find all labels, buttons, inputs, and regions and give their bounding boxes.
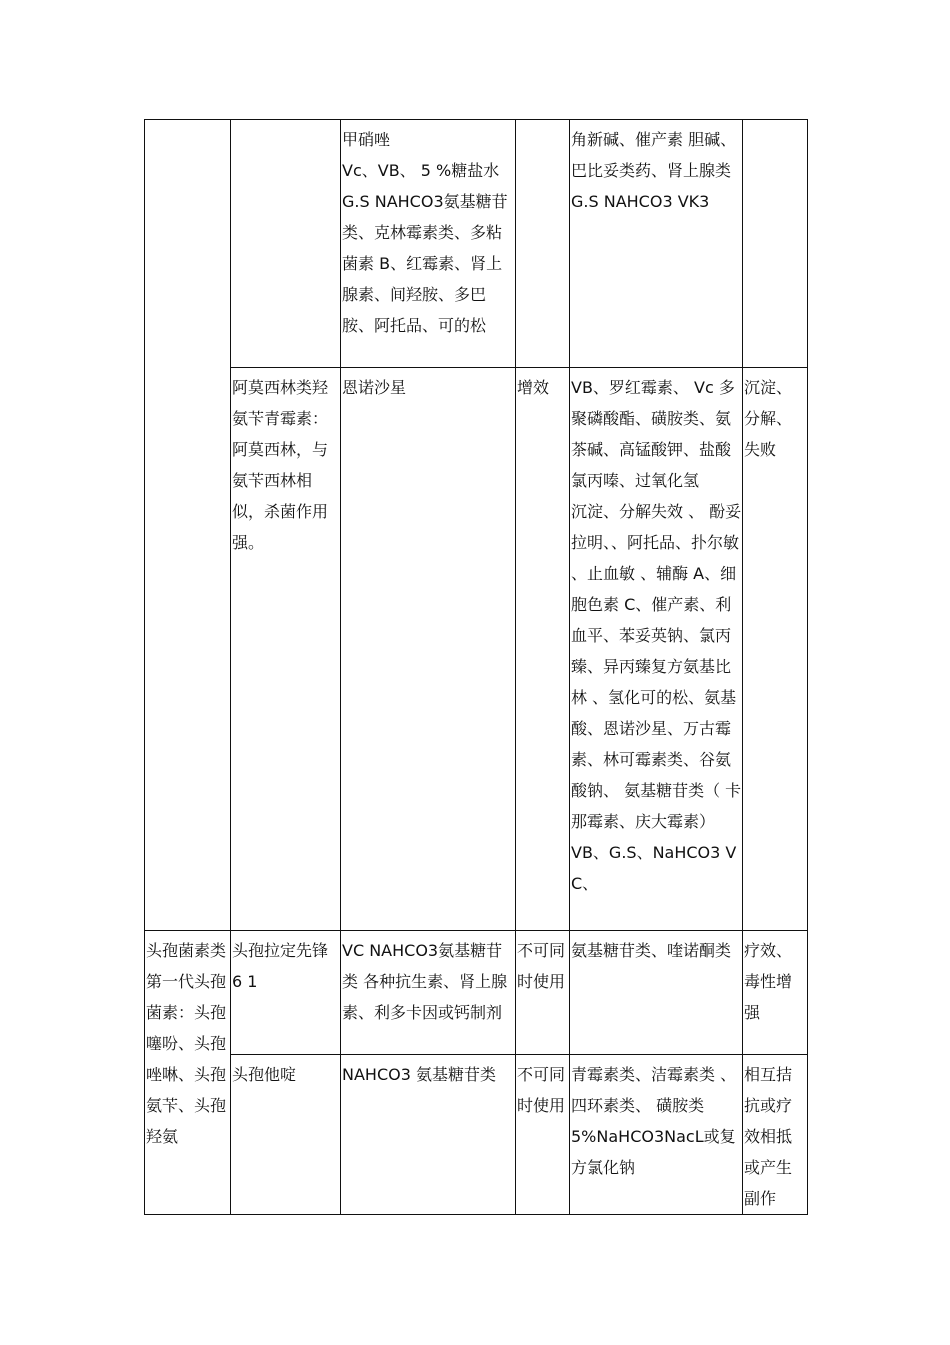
cell-paragraph: 甲硝唑 — [342, 130, 391, 149]
table-cell — [570, 120, 743, 368]
table-cell: 头孢拉定先锋 6 1 — [231, 931, 341, 1055]
table-cell — [231, 120, 341, 368]
cell-paragraph: 氨基糖苷类、喹诺酮类 — [571, 941, 732, 960]
cell-paragraph: 青霉素类、洁霉素类 、四环素类、 磺胺类 — [571, 1065, 737, 1115]
table-row — [145, 120, 808, 368]
cell-paragraph: VB、罗红霉素、 Vc 多聚磷酸酯、磺胺类、氨茶碱、高锰酸钾、盐酸氯丙嗪、过氧化氢 — [571, 378, 735, 490]
table-cell-empty — [145, 120, 231, 931]
table-cell — [570, 931, 743, 1055]
table-cell: 沉淀、分解、失败 — [743, 368, 808, 931]
table-cell — [516, 120, 570, 368]
drug-compatibility-table — [144, 119, 808, 1215]
table-cell: 增效 — [516, 368, 570, 931]
table-cell: 相互拮抗或疗效相抵或产生副作 — [743, 1055, 808, 1215]
table-row — [145, 368, 808, 931]
table-cell — [570, 1055, 743, 1215]
table-row — [145, 931, 808, 1055]
table-row — [145, 1055, 808, 1215]
cell-paragraph: 沉淀、分解失效 、 酚妥拉明、、阿托品、扑尔敏 、止血敏 、辅酶 A、细胞色素 C、催产素、利血平、苯妥英钠、氯丙臻、异丙臻复方氨基比林 、氢化可的松、氨基酸、恩诺沙星、万古霉素、林可霉素类、谷氨酸钠、 氨基糖苷类（ 卡那霉素、庆大霉素） — [571, 502, 742, 831]
table-cell — [743, 120, 808, 368]
table-cell — [341, 120, 516, 368]
cell-paragraph: Vc、VB、 5 %糖盐水 G.S NAHCO3氨基糖苷类、克林霉素类、多粘菌素 B、红霉素、肾上腺素、间羟胺、多巴胺、阿托品、可的松 — [342, 161, 508, 335]
table-cell — [570, 368, 743, 931]
cell-paragraph: 5%NaHCO3NacL或复方氯化钠 — [571, 1127, 736, 1177]
table-cell: 疗效、毒性增强 — [743, 931, 808, 1055]
cell-paragraph: 角新碱、催产素 胆碱、巴比妥类药、肾上腺类 G.S NAHCO3 VK3 — [571, 130, 737, 211]
table-cell — [341, 931, 516, 1055]
table-cell — [341, 1055, 516, 1215]
table-cell: 不可同时使用 — [516, 1055, 570, 1215]
table-cell: 不可同时使用 — [516, 931, 570, 1055]
table-cell: 头孢他啶 — [231, 1055, 341, 1215]
cell-paragraph: VB、G.S、NaHCO3 VC、 — [571, 843, 737, 893]
table-cell: 阿莫西林类羟氨苄青霉素：阿莫西林，与氨苄西林相似，杀菌作用强。 — [231, 368, 341, 931]
table-cell — [341, 368, 516, 931]
cell-paragraph: NAHCO3 氨基糖苷类 — [342, 1065, 496, 1084]
cell-paragraph: VC NAHCO3氨基糖苷类 各种抗生素、肾上腺素、利多卡因或钙制剂 — [342, 941, 508, 1022]
cell-paragraph: 恩诺沙星 — [342, 378, 407, 397]
table-cell: 头孢菌素类第一代头孢菌素：头孢噻吩、头孢唑啉、头孢氨苄、头孢羟氨 — [145, 931, 231, 1215]
